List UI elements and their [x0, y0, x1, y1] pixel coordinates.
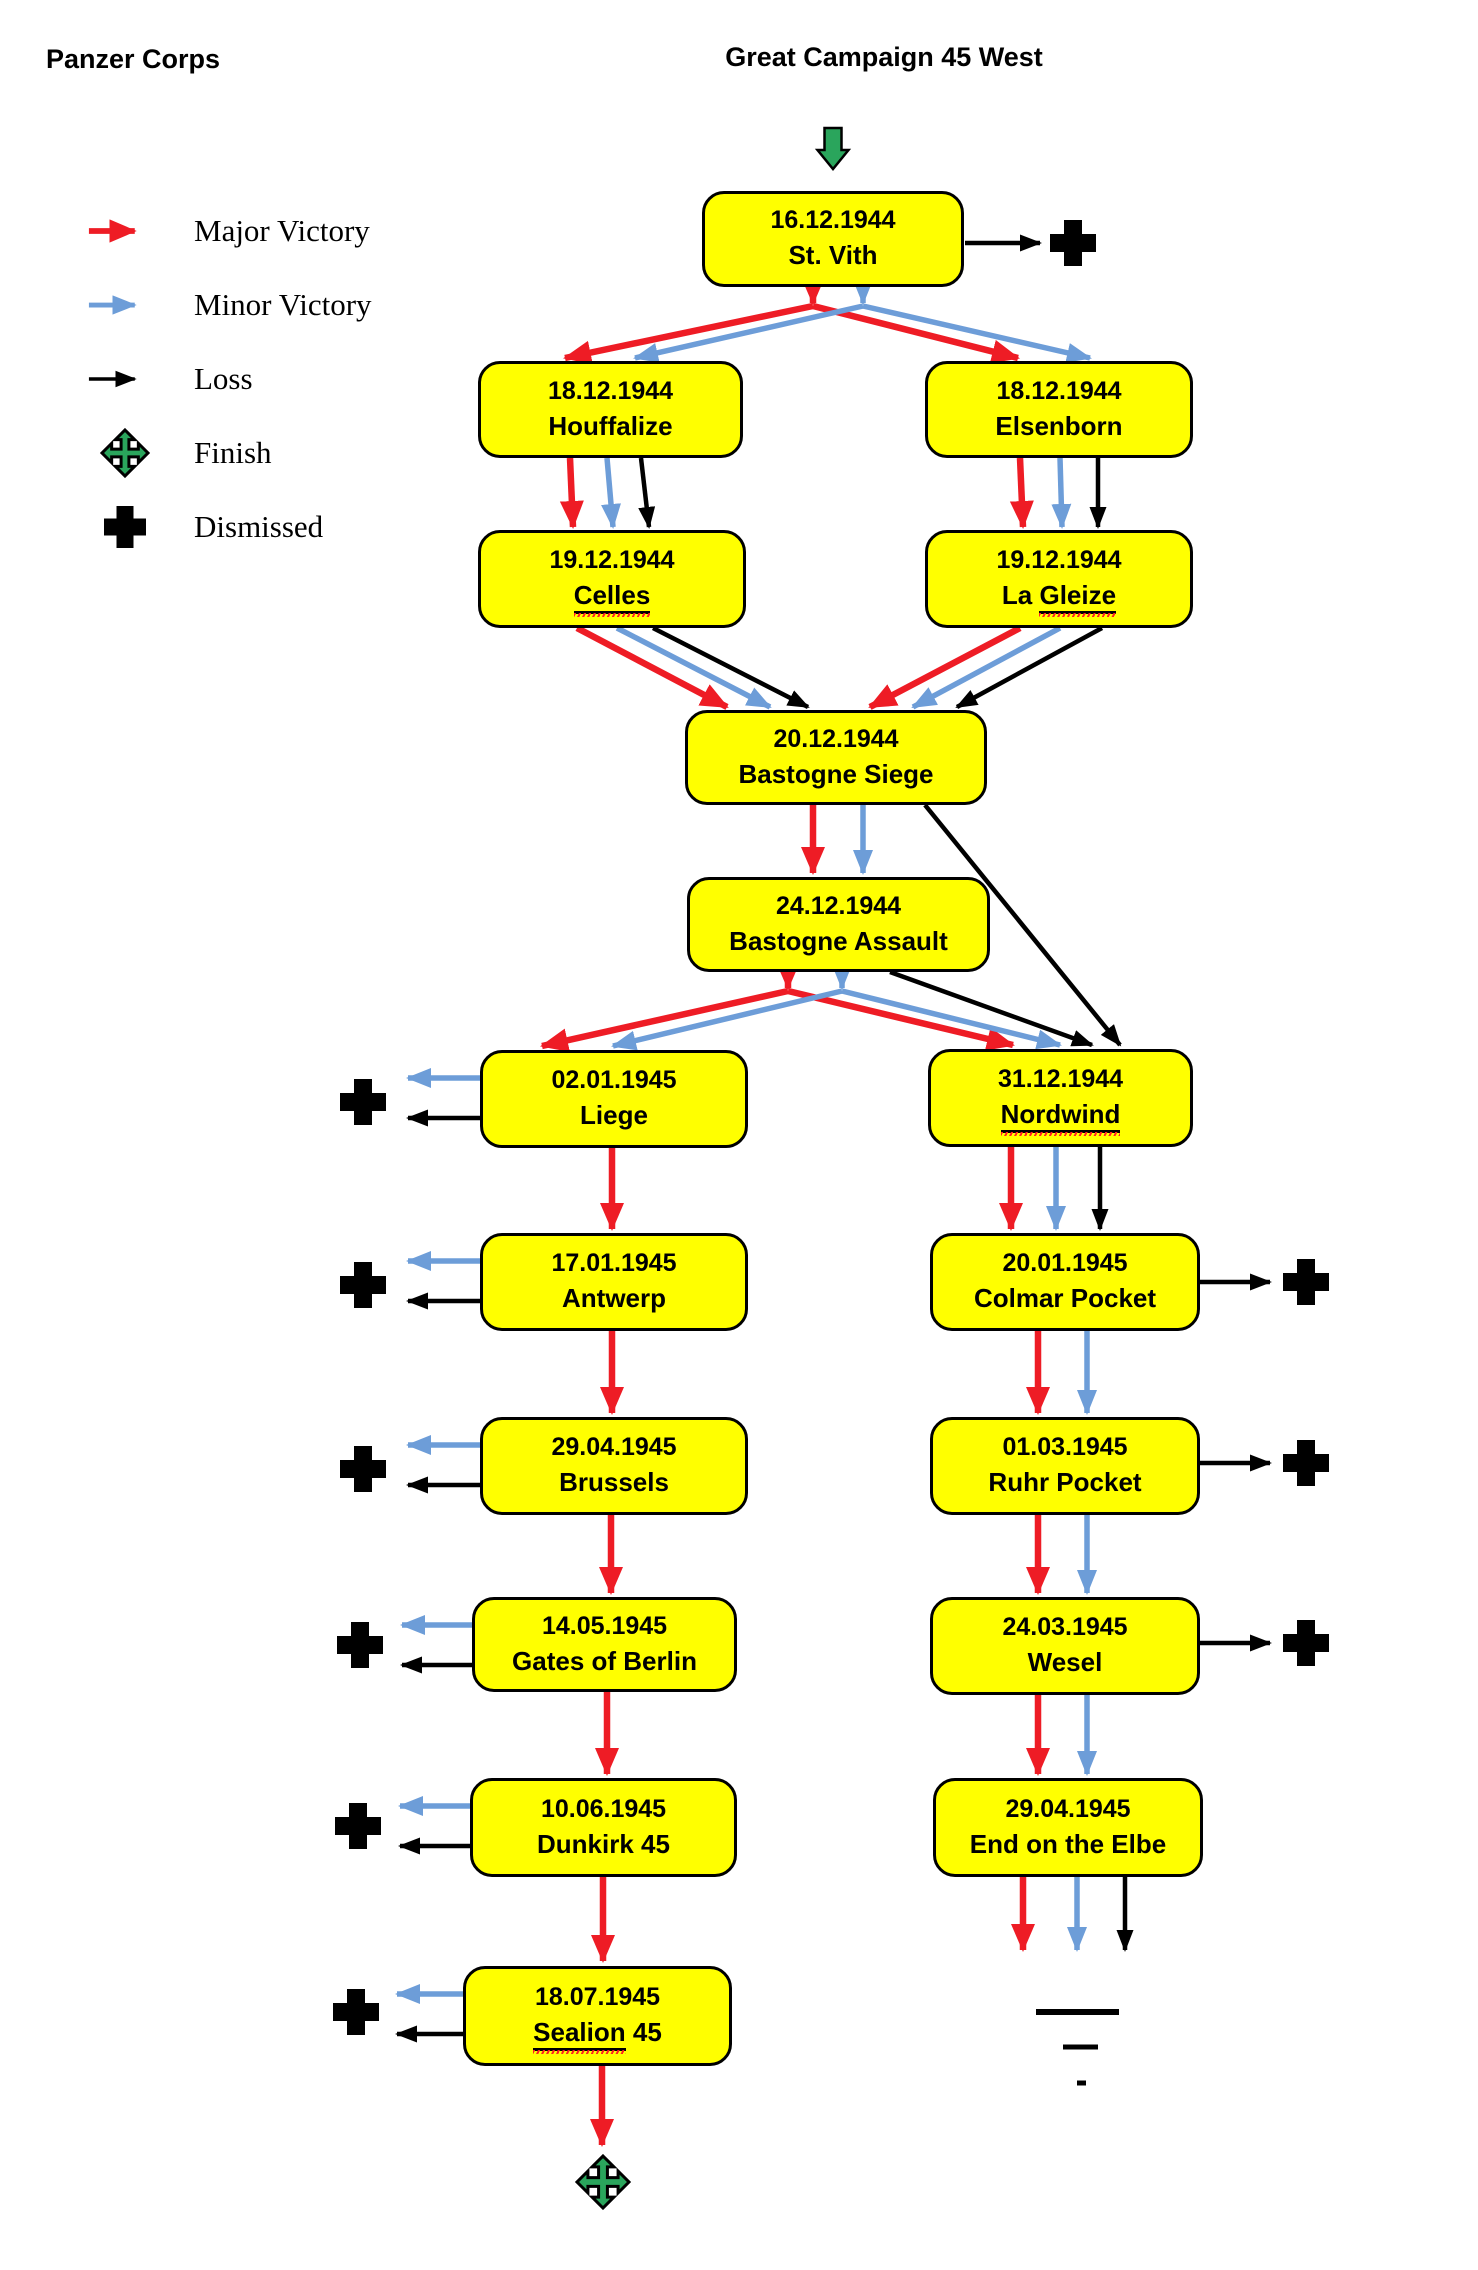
node-date: 18.12.1944 — [547, 376, 674, 405]
node-name: La Gleize — [1002, 582, 1116, 610]
node-date: 19.12.1944 — [996, 546, 1122, 574]
node-date: 19.12.1944 — [549, 546, 675, 574]
node-date: 10.06.1945 — [540, 1794, 667, 1823]
node-wesel — [930, 1597, 1200, 1695]
node-name: Houffalize — [548, 410, 673, 441]
node-date: 29.04.1945 — [1005, 1794, 1131, 1823]
node-date: 01.03.1945 — [1002, 1433, 1128, 1461]
node-name — [1001, 1101, 1121, 1129]
node-dunkirk-45 — [470, 1778, 737, 1877]
legend-label: Dismissed — [194, 509, 324, 544]
node-date: 20.01.1945 — [1002, 1249, 1128, 1277]
node-houffalize — [478, 361, 743, 458]
node-antwerp — [480, 1233, 748, 1331]
node-elsenborn — [925, 361, 1193, 458]
node-name: Gates of Berlin — [512, 1645, 697, 1676]
node-name: End on the Elbe — [969, 1828, 1167, 1859]
node-name: Antwerp — [562, 1283, 666, 1313]
node-name: Brussels — [559, 1467, 669, 1497]
page-title-center: Great Campaign 45 West — [725, 42, 1043, 72]
node-date: 20.12.1944 — [773, 724, 899, 753]
node-name: Colmar Pocket — [973, 1283, 1157, 1313]
node-bastogne-assault — [687, 877, 990, 972]
legend-label: Minor Victory — [194, 287, 372, 322]
node-date: 16.12.1944 — [770, 206, 896, 234]
node-name: Liege — [580, 1100, 648, 1130]
node-name: Sealion 45 — [533, 2019, 662, 2047]
legend-label: Finish — [194, 435, 272, 470]
node-celles — [478, 530, 746, 628]
node-name: Elsenborn — [995, 410, 1123, 441]
page-title-left: Panzer Corps — [46, 44, 221, 74]
underlined-name: Nordwind — [1001, 1099, 1121, 1133]
node-liege — [480, 1050, 748, 1148]
underlined-name: Celles — [574, 580, 651, 614]
underlined-name: Sealion — [533, 2017, 625, 2051]
node-colmar-pocket — [930, 1233, 1200, 1331]
node-date: 18.12.1944 — [996, 376, 1122, 405]
node-date: 24.03.1945 — [1002, 1613, 1128, 1641]
node-st-vith — [702, 191, 964, 287]
node-nordwind — [928, 1049, 1193, 1147]
node-name: Wesel — [1027, 1647, 1103, 1677]
node-name: Dunkirk 45 — [537, 1828, 670, 1859]
node-date: 17.01.1945 — [551, 1249, 677, 1277]
node-end-on-the-elbe — [933, 1778, 1203, 1877]
node-date: 24.12.1944 — [775, 891, 902, 920]
node-name: St. Vith — [788, 240, 878, 270]
node-gates-of-berlin — [472, 1597, 737, 1692]
node-sealion-45 — [463, 1966, 732, 2066]
node-la-gleize — [925, 530, 1193, 628]
node-date: 31.12.1944 — [997, 1065, 1124, 1093]
node-name: Bastogne Siege — [738, 758, 934, 789]
node-brussels — [480, 1417, 748, 1515]
node-name: Ruhr Pocket — [988, 1467, 1142, 1497]
node-name: Bastogne Assault — [729, 925, 948, 956]
legend-label: Loss — [194, 361, 253, 396]
node-date: 29.04.1945 — [551, 1433, 677, 1461]
legend-label: Major Victory — [194, 213, 370, 248]
node-date: 14.05.1945 — [541, 1611, 668, 1640]
node-bastogne-siege — [685, 710, 987, 805]
node-date: 02.01.1945 — [551, 1066, 677, 1094]
node-date: 18.07.1945 — [534, 1983, 661, 2011]
underlined-name: Gleize — [1039, 580, 1116, 614]
node-name — [574, 582, 651, 610]
node-ruhr-pocket — [930, 1417, 1200, 1515]
